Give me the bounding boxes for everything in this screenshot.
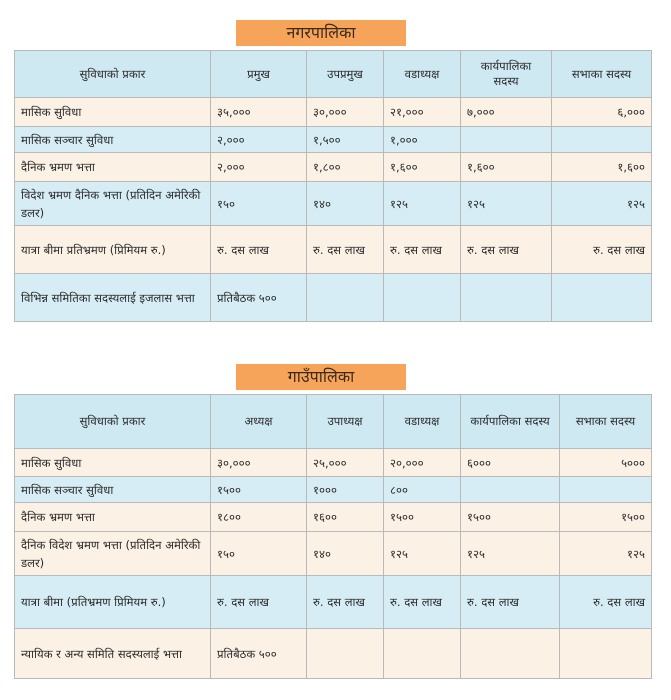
table-cell: १२५ bbox=[461, 532, 560, 576]
table-cell: २५,००० bbox=[307, 449, 384, 477]
table-cell: ५००० bbox=[560, 449, 652, 477]
table-cell bbox=[461, 629, 560, 679]
table-cell: प्रतिबैठक ५०० bbox=[211, 629, 307, 679]
table-cell: १,६०० bbox=[552, 153, 652, 182]
row-label: यात्रा बीमा प्रतिभ्रमण (प्रिमियम रु.) bbox=[15, 226, 211, 274]
table-cell: १,८०० bbox=[307, 153, 384, 182]
table-cell: रु. दस लाख bbox=[307, 226, 384, 274]
table-cell: प्रतिबैठक ५०० bbox=[211, 274, 307, 322]
table-cell bbox=[461, 477, 560, 503]
table-cell: रु. दस लाख bbox=[307, 576, 384, 629]
nagarpalika-title: नगरपालिका bbox=[236, 20, 406, 46]
table-cell: २,००० bbox=[211, 153, 307, 182]
table-cell: ६,००० bbox=[552, 98, 652, 127]
table-row bbox=[15, 127, 652, 153]
table-cell: १८०० bbox=[211, 503, 307, 532]
table-cell: ६००० bbox=[461, 449, 560, 477]
row-label: विदेश भ्रमण दैनिक भत्ता (प्रतिदिन अमेरिकी डलर) bbox=[15, 182, 211, 226]
table-cell: १५० bbox=[211, 532, 307, 576]
nagarpalika-table bbox=[14, 50, 652, 322]
column-header: उपाध्यक्ष bbox=[307, 395, 384, 449]
gaunpalika-title: गाउँपालिका bbox=[236, 364, 406, 390]
table-row bbox=[15, 503, 652, 532]
table-row bbox=[15, 576, 652, 629]
table-cell bbox=[552, 127, 652, 153]
table-cell: रु. दस लाख bbox=[461, 226, 552, 274]
table-cell: १५०० bbox=[384, 503, 461, 532]
column-header: उपप्रमुख bbox=[307, 51, 384, 98]
table-row bbox=[15, 182, 652, 226]
table-row bbox=[15, 153, 652, 182]
table-cell bbox=[461, 274, 552, 322]
table-cell: १००० bbox=[307, 477, 384, 503]
column-header: प्रमुख bbox=[211, 51, 307, 98]
table-cell: १४० bbox=[307, 182, 384, 226]
table-cell: २१,००० bbox=[384, 98, 461, 127]
table-cell bbox=[560, 629, 652, 679]
table-cell bbox=[384, 274, 461, 322]
table-cell: रु. दस लाख bbox=[461, 576, 560, 629]
column-header: सभाका सदस्य bbox=[560, 395, 652, 449]
row-label: मासिक सुविधा bbox=[15, 98, 211, 127]
table-cell: १२५ bbox=[461, 182, 552, 226]
table-cell bbox=[552, 274, 652, 322]
table-cell: रु. दस लाख bbox=[384, 576, 461, 629]
table-row bbox=[15, 477, 652, 503]
table-cell: १४० bbox=[307, 532, 384, 576]
table-row bbox=[15, 629, 652, 679]
column-header: सुविधाको प्रकार bbox=[15, 51, 211, 98]
table-cell: २०,००० bbox=[384, 449, 461, 477]
table-cell: रु. दस लाख bbox=[211, 226, 307, 274]
table-cell: १२५ bbox=[384, 182, 461, 226]
table-cell: १५०० bbox=[560, 503, 652, 532]
table-row bbox=[15, 274, 652, 322]
column-header: सुविधाको प्रकार bbox=[15, 395, 211, 449]
header-row bbox=[15, 395, 652, 449]
row-label: दैनिक भ्रमण भत्ता bbox=[15, 153, 211, 182]
row-label: मासिक सुविधा bbox=[15, 449, 211, 477]
row-label: मासिक सञ्चार सुविधा bbox=[15, 477, 211, 503]
header-row bbox=[15, 51, 652, 98]
table-cell: १५० bbox=[211, 182, 307, 226]
table-cell: रु. दस लाख bbox=[560, 576, 652, 629]
column-header: कार्यपालिका सदस्य bbox=[461, 395, 560, 449]
table-cell: १५०० bbox=[211, 477, 307, 503]
row-label: दैनिक विदेश भ्रमण भत्ता (प्रतिदिन अमेरिकी डलर) bbox=[15, 532, 211, 576]
table-row bbox=[15, 449, 652, 477]
table-cell: १,५०० bbox=[307, 127, 384, 153]
table-cell: ७,००० bbox=[461, 98, 552, 127]
table-cell bbox=[307, 629, 384, 679]
table-row bbox=[15, 226, 652, 274]
table-cell: १,००० bbox=[384, 127, 461, 153]
column-header: अध्यक्ष bbox=[211, 395, 307, 449]
column-header: कार्यपालिका सदस्य bbox=[461, 51, 552, 98]
table-cell bbox=[560, 477, 652, 503]
table-cell: १,६०० bbox=[461, 153, 552, 182]
column-header: वडाध्यक्ष bbox=[384, 51, 461, 98]
table-cell: १२५ bbox=[552, 182, 652, 226]
table-cell bbox=[461, 127, 552, 153]
row-label: न्यायिक र अन्य समिति सदस्यलाई भत्ता bbox=[15, 629, 211, 679]
row-label: विभिन्न समितिका सदस्यलाई इजलास भत्ता bbox=[15, 274, 211, 322]
table-cell: १२५ bbox=[560, 532, 652, 576]
column-header: वडाध्यक्ष bbox=[384, 395, 461, 449]
table-cell bbox=[384, 629, 461, 679]
table-cell: १,६०० bbox=[384, 153, 461, 182]
table-cell: १२५ bbox=[384, 532, 461, 576]
table-row bbox=[15, 98, 652, 127]
table-cell: रु. दस लाख bbox=[211, 576, 307, 629]
table-cell: ३०,००० bbox=[307, 98, 384, 127]
table-cell: रु. दस लाख bbox=[552, 226, 652, 274]
table-cell: २,००० bbox=[211, 127, 307, 153]
row-label: दैनिक भ्रमण भत्ता bbox=[15, 503, 211, 532]
row-label: यात्रा बीमा (प्रतिभ्रमण प्रिमियम रु.) bbox=[15, 576, 211, 629]
table-cell: १५०० bbox=[461, 503, 560, 532]
table-cell: ३५,००० bbox=[211, 98, 307, 127]
table-cell: ३०,००० bbox=[211, 449, 307, 477]
gaunpalika-table bbox=[14, 394, 652, 679]
table-cell: रु. दस लाख bbox=[384, 226, 461, 274]
table-cell: १६०० bbox=[307, 503, 384, 532]
table-cell bbox=[307, 274, 384, 322]
column-header: सभाका सदस्य bbox=[552, 51, 652, 98]
table-row bbox=[15, 532, 652, 576]
table-cell: ८०० bbox=[384, 477, 461, 503]
row-label: मासिक सञ्चार सुविधा bbox=[15, 127, 211, 153]
